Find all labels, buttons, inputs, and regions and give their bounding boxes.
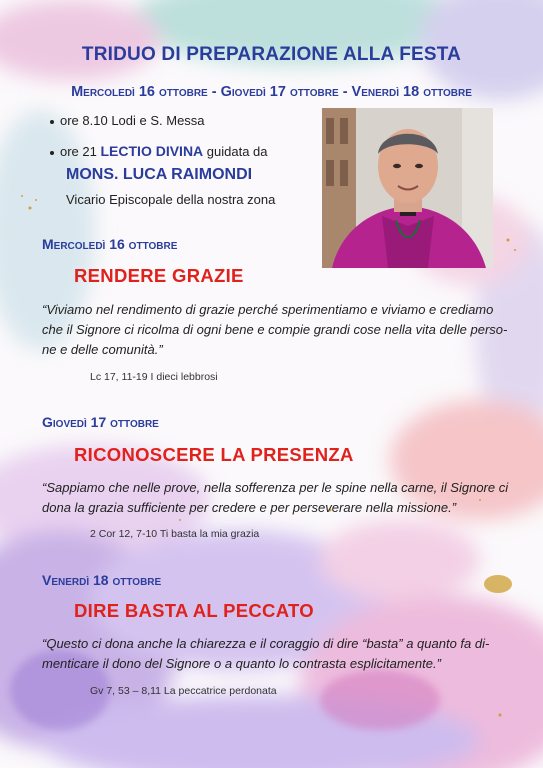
scripture-reference: 2 Cor 12, 7-10 Ti basta la mia grazia [90,528,260,540]
day-theme: RICONOSCERE LA PRESENZA [74,444,354,465]
speaker-role: Vicario Episcopale della nostra zona [66,192,276,207]
scripture-reference: Lc 17, 11-19 I dieci lebbrosi [90,371,218,383]
bullet-icon [50,151,54,155]
day-theme: RENDERE GRAZIE [74,265,244,286]
schedule-item-morning: ore 8.10 Lodi e S. Messa [50,113,205,128]
scripture-reference: Gv 7, 53 – 8,11 La peccatrice perdonata [90,685,277,697]
triduo-dates: Mercoledì 16 ottobre - Giovedì 17 ottobre - Venerdì 18 ottobre [71,84,472,100]
day-quote: “Viviamo nel rendimento di grazie perché sperimentiamo e viviamo e crediamo che il Signore ci ricolma di ogni bene e compie grandi cose nella vita delle perso- ne e delle comunità.” [42,302,508,357]
day-quote: “Questo ci dona anche la chiarezza e il coraggio di dire “basta” a quanto fa di- menticare il dono del Signore o a quanto lo contrasta esplicitamente.” [42,636,490,671]
day-heading: Mercoledì 16 ottobre [42,236,178,252]
page-title: TRIDUO DI PREPARAZIONE ALLA FESTA [81,44,462,65]
day-heading: Giovedì 17 ottobre [42,414,159,430]
schedule-item-evening: ore 21 LECTIO DIVINA guidata da [50,143,268,159]
speaker-name: MONS. LUCA RAIMONDI [66,166,253,183]
day-theme: DIRE BASTA AL PECCATO [74,600,314,621]
day-quote: “Sappiamo che nelle prove, nella sofferenza per le spine nella carne, il Signore ci dona la grazia sufficiente per credere e per perseverare nella missione.” [42,480,509,515]
lectio-divina-label: LECTIO DIVINA [100,143,204,159]
bullet-icon [50,120,54,124]
speaker-photo [322,108,493,268]
day-heading: Venerdì 18 ottobre [42,572,162,588]
